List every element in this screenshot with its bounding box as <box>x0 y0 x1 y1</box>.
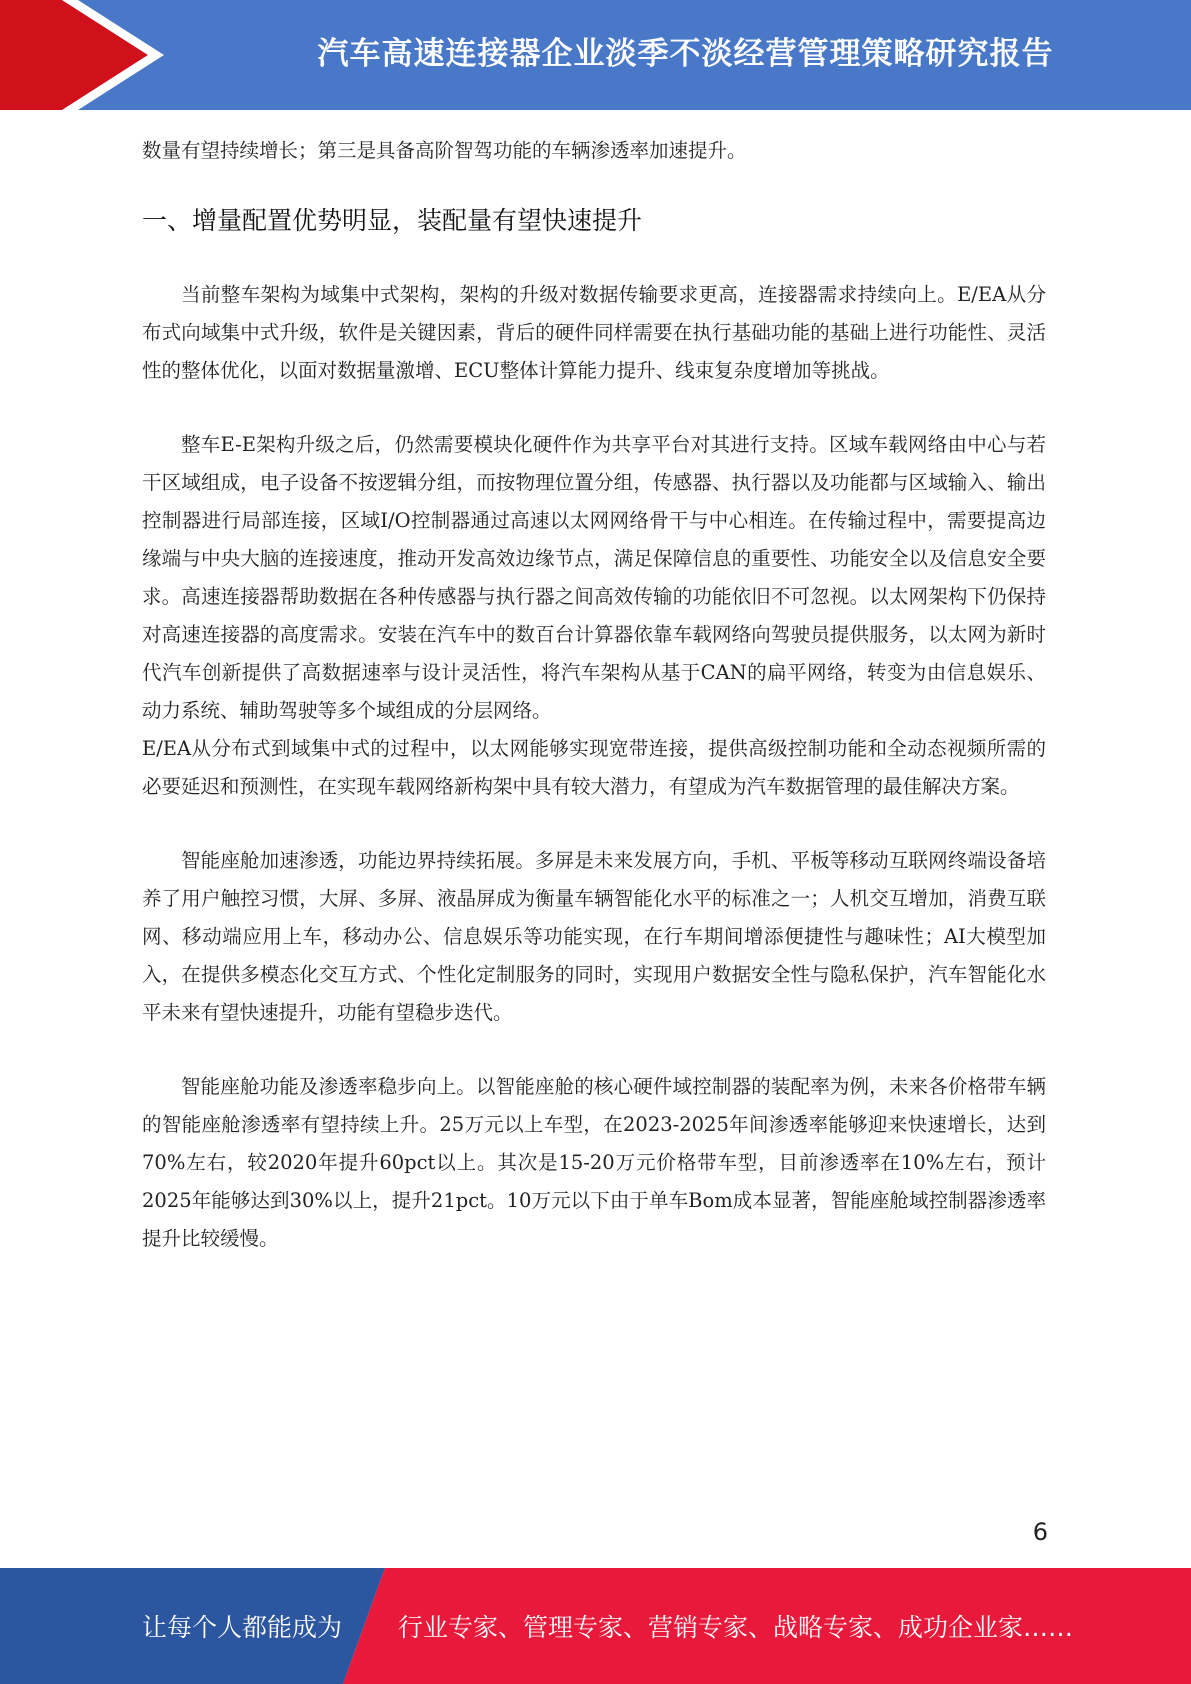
paragraph-2: 整车E-E架构升级之后，仍然需要模块化硬件作为共享平台对其进行支持。区域车载网络由中心与若干区域组成，电子设备不按逻辑分组，而按物理位置分组，传感器、执行器以及功能都与区域输入、输出控制器进行局部连接，区域I/O控制器通过高速以太网网络骨干与中心相连。在传输过程中，需要提高边缘端与中央大脑的连接速度，推动开发高效边缘节点，满足保障信息的重要性、功能安全以及信息安全要求。高速连接器帮助数据在各种传感器与执行器之间高效传输的功能依旧不可忽视。以太网架构下仍保持对高速连接器的高度需求。安装在汽车中的数百台计算器依靠车载网络向驾驶员提供服务，以太网为新时代汽车创新提供了高数据速率与设计灵活性，将汽车架构从基于CAN的扁平网络，转变为由信息娱乐、动力系统、辅助驾驶等多个域组成的分层网络。 <box>142 433 1046 722</box>
page-footer <box>0 1568 1191 1684</box>
footer-slogan-left: 让每个人都能成为 <box>142 1613 343 1642</box>
report-title: 汽车高速连接器企业淡季不淡经营管理策略研究报告 <box>317 35 1054 72</box>
paragraph-5: 智能座舱功能及渗透率稳步向上。以智能座舱的核心硬件域控制器的装配率为例，未来各价格带车辆的智能座舱渗透率有望持续上升。25万元以上车型，在2023-2025年间渗透率能够迎来快速增长，达到70%左右，较2020年提升60pct以上。其次是15-20万元价格带车型，目前渗透率在10%左右，预计2025年能够达到30%以上，提升21pct。10万元以下由于单车Bom成本显著，智能座舱域控制器渗透率提升比较缓慢。 <box>142 1075 1046 1250</box>
page-number: 6 <box>1032 1518 1048 1546</box>
paragraph-3: E/EA从分布式到域集中式的过程中，以太网能够实现宽带连接，提供高级控制功能和全动态视频所需的必要延迟和预测性，在实现车载网络新构架中具有较大潜力，有望成为汽车数据管理的最佳解决方案。 <box>142 737 1046 798</box>
footer-slogan-right: 行业专家、管理专家、营销专家、战略专家、成功企业家…… <box>398 1613 1074 1642</box>
paragraph-1: 当前整车架构为域集中式架构，架构的升级对数据传输要求更高，连接器需求持续向上。E/EA从分布式向域集中式升级，软件是关键因素，背后的硬件同样需要在执行基础功能的基础上进行功能性、灵活性的整体优化，以面对数据量激增、ECU整体计算能力提升、线束复杂度增加等挑战。 <box>142 283 1046 382</box>
page-header <box>0 0 1191 110</box>
section-heading: 一、增量配置优势明显，装配量有望快速提升 <box>142 206 643 235</box>
paragraph-4: 智能座舱加速渗透，功能边界持续拓展。多屏是未来发展方向，手机、平板等移动互联网终端设备培养了用户触控习惯，大屏、多屏、液晶屏成为衡量车辆智能化水平的标准之一；人机交互增加，消费互联网、移动端应用上车，移动办公、信息娱乐等功能实现，在行车期间增添便捷性与趣味性；AI大模型加入，在提供多模态化交互方式、个性化定制服务的同时，实现用户数据安全性与隐私保护，汽车智能化水平未来有望快速提升，功能有望稳步迭代。 <box>142 849 1046 1024</box>
intro-text: 数量有望持续增长；第三是具备高阶智驾功能的车辆渗透率加速提升。 <box>142 139 747 162</box>
document-body <box>142 132 1046 1258</box>
